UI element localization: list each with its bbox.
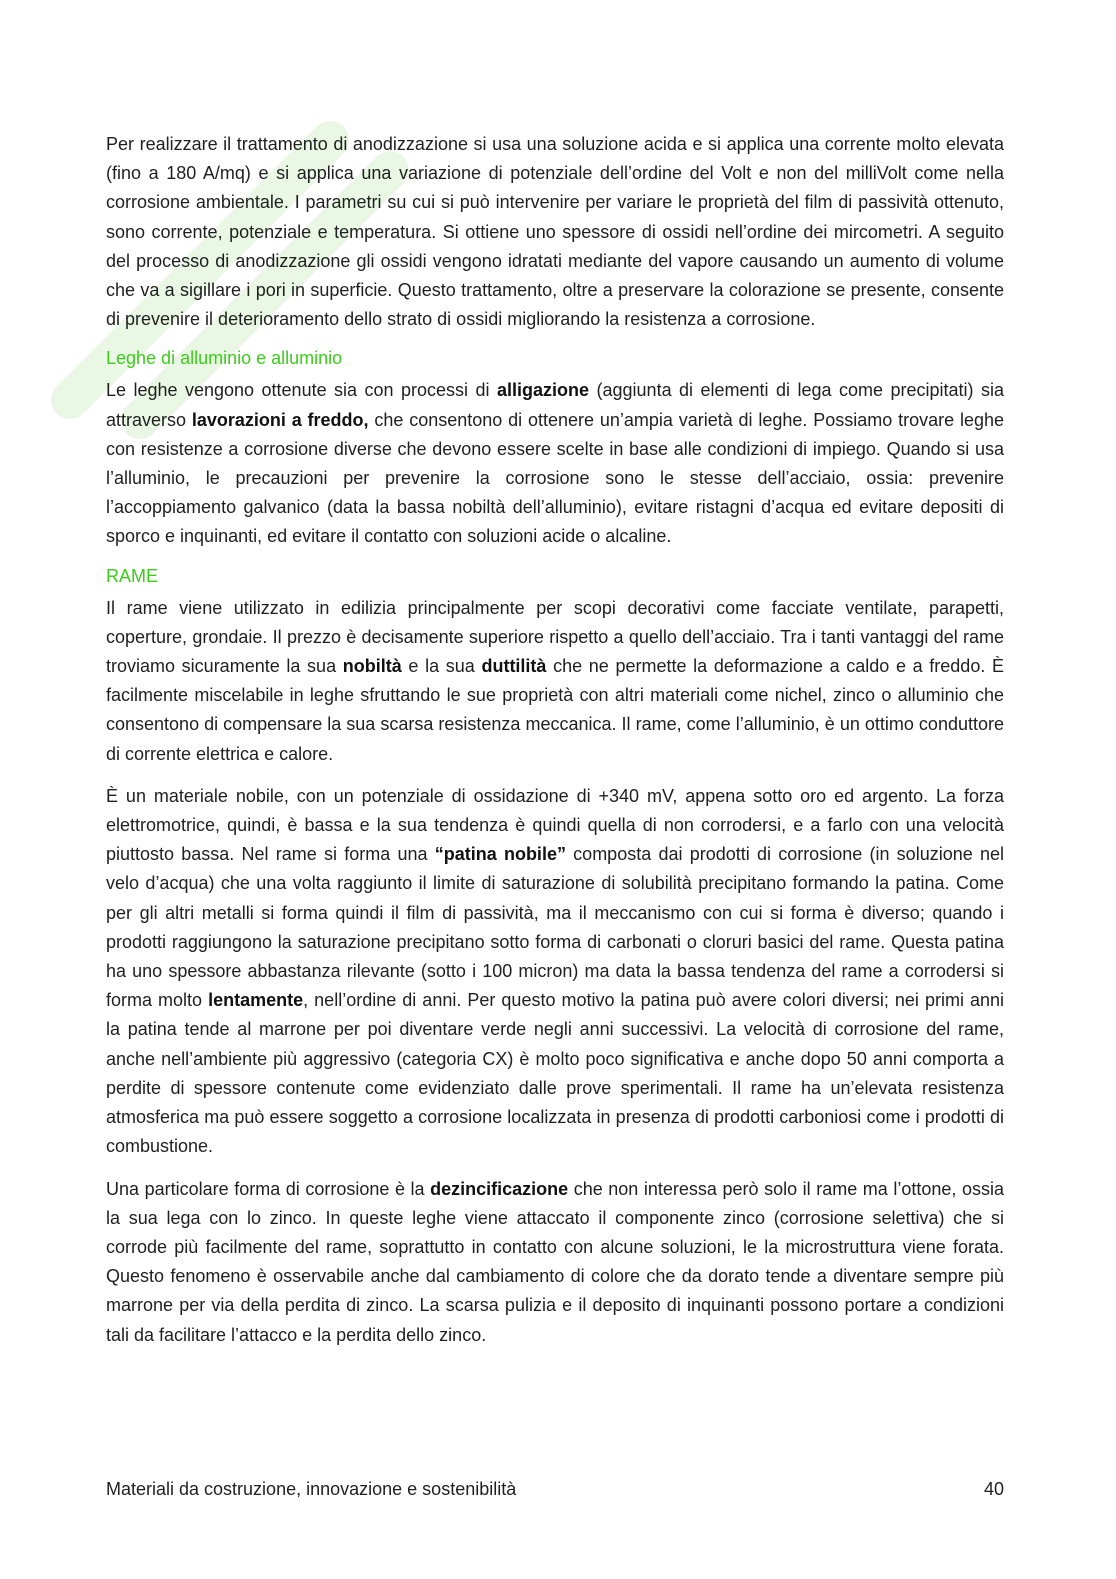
page-footer — [106, 1476, 1004, 1502]
footer-title: Materiali da costruzione, innovazione e sostenibilità — [106, 1479, 517, 1499]
paragraph-copper-uses — [106, 594, 1004, 769]
text-run: Le leghe vengono ottenute sia con processi di — [106, 380, 498, 401]
text-run: Una particolare forma di corrosione è la — [106, 1178, 431, 1199]
bold-term-nobilta: nobiltà — [342, 656, 402, 677]
text-run: È un materiale nobile, con un potenziale di ossidazione di +340 mV, appena sotto oro ed argento. La forza elettromotrice, quindi, è bassa e la sua tendenza è quindi quella di non corrodersi, e a farlo con una velocità piuttosto bassa. Nel rame si forma una — [106, 785, 1004, 865]
text-run: che consentono di ottenere un’ampia varietà di leghe. Possiamo trovare leghe con resistenze a corrosione diverse che devono essere scelte in base alle condizioni di impiego. Quando si usa l’alluminio, le precauzioni per prevenire la corrosione sono le stesse dell’acciaio, ossia: prevenire l’accoppiamento galvanico (data la bassa nobiltà dell’alluminio), evitare ristagni d’acqua ed evitare depositi di sporco e inquinanti, ed evitare il contatto con soluzioni acide o alcaline. — [106, 409, 1004, 547]
text-run: composta dai prodotti di corrosione (in soluzione nel velo d’acqua) che una volta raggiunto il limite di saturazione di solubilità precipitano formando la patina. Come per gli altri metalli si forma quindi il film di passività, ma il meccanismo con cui si forma è diverso; quando i prodotti raggiungono la saturazione precipitano sotto forma di carbonati o cloruri basici del rame. Questa patina ha uno spessore abbastanza rilevante (sotto i 100 micron) ma data la bassa tendenza del rame a corrodersi si forma molto — [106, 844, 1004, 1011]
paragraph-anodizing: Per realizzare il trattamento di anodizzazione si usa una soluzione acida e si applica una corrente molto elevata (fino a 180 A/mq) e si applica una variazione di potenziale dell’ordine del Volt e non del milliVolt come nella corrosione ambientale. I parametri su cui si può intervenire per variare le proprietà del film di passività ottenuto, sono corrente, potenziale e temperatura. Si ottiene uno spessore di ossidi nell’ordine dei mircometri. A seguito del processo di anodizzazione gli ossidi vengono idratati mediante del vapore causando un aumento di volume che va a sigillare i pori in superficie. Questo trattamento, oltre a preservare la colorazione se presente, consente di prevenire il deterioramento dello strato di ossidi migliorando la resistenza a corrosione. — [106, 134, 1004, 330]
paragraph-aluminium-alloys — [106, 376, 1004, 551]
text-run: che non interessa però solo il rame ma l’ottone, ossia la sua lega con lo zinco. In queste leghe viene attaccato il componente zinco (corrosione selettiva) che si corrode più facilmente del rame, soprattutto in contatto con alcune soluzioni, le la microstruttura viene forata. Questo fenomeno è osservabile anche dal cambiamento di colore che da dorato tende a diventare sempre più marrone per via della perdita di zinco. La scarsa pulizia e il deposito di inquinanti possono portare a condizioni tali da facilitare l’attacco e la perdita dello zinco. — [106, 1178, 1004, 1345]
text-run: e la sua — [401, 656, 482, 677]
heading-aluminium-alloys: Leghe di alluminio e alluminio — [106, 348, 343, 369]
paragraph-dezincification — [106, 1175, 1004, 1350]
text-run: Il rame viene utilizzato in edilizia principalmente per scopi decorativi come facciate ventilate, parapetti, coperture, grondaie. Il prezzo è decisamente superiore rispetto a quello dell’acciaio. Tra i tanti vantaggi del rame troviamo sicuramente la sua — [106, 597, 1004, 677]
bold-term-patina-nobile: “patina nobile” — [434, 844, 566, 865]
bold-term-alligazione: alligazione — [497, 380, 590, 401]
bold-term-lavorazioni: lavorazioni a freddo, — [191, 409, 369, 430]
text-run: (aggiunta di elementi di lega come precipitati) sia attraverso — [106, 380, 1004, 430]
bold-term-duttilita: duttilità — [481, 656, 547, 677]
page-number: 40 — [983, 1479, 1004, 1499]
bold-term-dezincificazione: dezincificazione — [430, 1178, 569, 1199]
text-run: che ne permette la deformazione a caldo e a freddo. È facilmente miscelabile in leghe sfruttando le sue proprietà con altri materiali come nichel, zinco o alluminio che consentono di compensare la sua scarsa resistenza meccanica. Il rame, come l’alluminio, è un ottimo conduttore di corrente elettrica e calore. — [106, 656, 1004, 764]
heading-copper: RAME — [106, 565, 159, 586]
text-run: , nell’ordine di anni. Per questo motivo la patina può avere colori diversi; nei primi anni la patina tende al marrone per poi diventare verde negli anni successivi. La velocità di corrosione del rame, anche nell’ambiente più aggressivo (categoria CX) è molto poco significativa e anche dopo 50 anni comporta a perdite di spessore contenute come evidenziato dalle prove sperimentali. Il rame ha un’elevata resistenza atmosferica ma può essere soggetto a corrosione localizzata in presenza di prodotti carboniosi come i prodotti di combustione. — [106, 990, 1005, 1157]
page-body — [106, 130, 1004, 1350]
paragraph-copper-patina — [106, 782, 1004, 1162]
bold-term-lentamente: lentamente — [208, 990, 304, 1011]
